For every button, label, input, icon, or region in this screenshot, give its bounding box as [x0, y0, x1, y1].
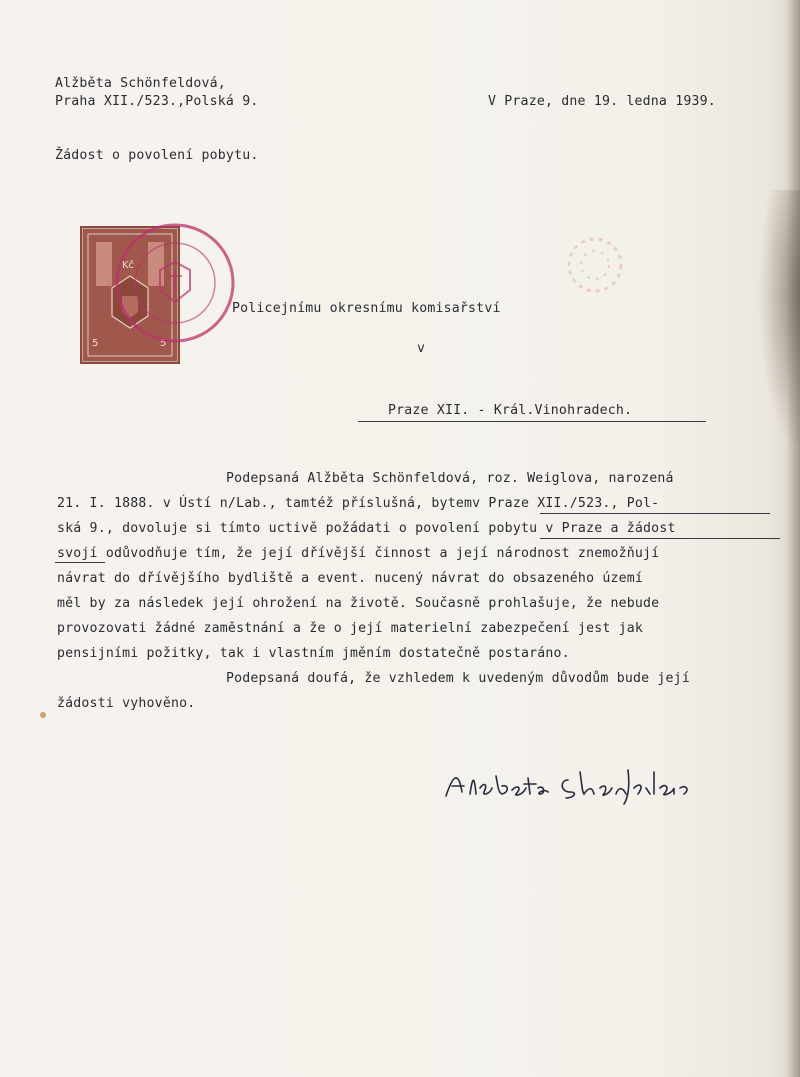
svg-text:5: 5 [160, 338, 167, 349]
body-line-8: pensijními požitky, tak i vlastním jměním dostatečně postaráno. [57, 646, 570, 661]
body-line-2: 21. I. 1888. v Ústí n/Lab., tamtéž příslušná, bytemv Praze XII./523., Pol- [57, 496, 660, 511]
addressee-district: Praze XII. - Král.Vinohradech. [388, 403, 633, 418]
page-tear-mark [758, 190, 800, 450]
sender-name: Alžběta Schönfeldová, [55, 76, 226, 91]
subject-line: Žádost o povolení pobytu. [55, 148, 259, 163]
paper-spot [40, 712, 46, 718]
sender-address: Praha XII./523.,Polská 9. [55, 94, 259, 109]
body-line-5: návrat do dřívějšího bydliště a event. nucený návrat do obsazeného území [57, 571, 644, 586]
addressee-office: Policejnímu okresnímu komisařství [232, 301, 501, 316]
body-line-4: svojí odůvodňuje tím, že její dřívější činnost a její národnost znemožňují [57, 546, 660, 561]
body-line-3: ská 9., dovoluje si tímto uctivě požádati o povolení pobytu v Praze a žádost [57, 521, 676, 536]
addressee-underline [358, 421, 706, 422]
handwritten-underline-address [540, 513, 770, 514]
body-line-9: Podepsaná doufá, že vzhledem k uvedeným důvodům bude její [226, 671, 690, 686]
body-line-1: Podepsaná Alžběta Schönfeldová, roz. Weiglova, narozená [226, 471, 674, 486]
handwritten-underline-request [540, 538, 780, 539]
signature [440, 758, 700, 818]
handwritten-underline-svoji [55, 562, 105, 563]
body-line-10: žádosti vyhověno. [57, 696, 196, 711]
body-line-6: měl by za následek její ohrožení na životě. Současně prohlašuje, že nebude [57, 596, 660, 611]
faint-stamp-bleed [560, 225, 630, 325]
svg-text:5: 5 [92, 338, 99, 349]
place-date: V Praze, dne 19. ledna 1939. [488, 94, 716, 109]
body-line-7: provozovati žádné zaměstnání a že o její materielní zabezpečení jest jak [57, 621, 644, 636]
police-seal [110, 218, 240, 348]
addressee-preposition: v [417, 341, 426, 356]
svg-text:Kč: Kč [122, 260, 135, 271]
page-edge-shadow [786, 0, 800, 1077]
